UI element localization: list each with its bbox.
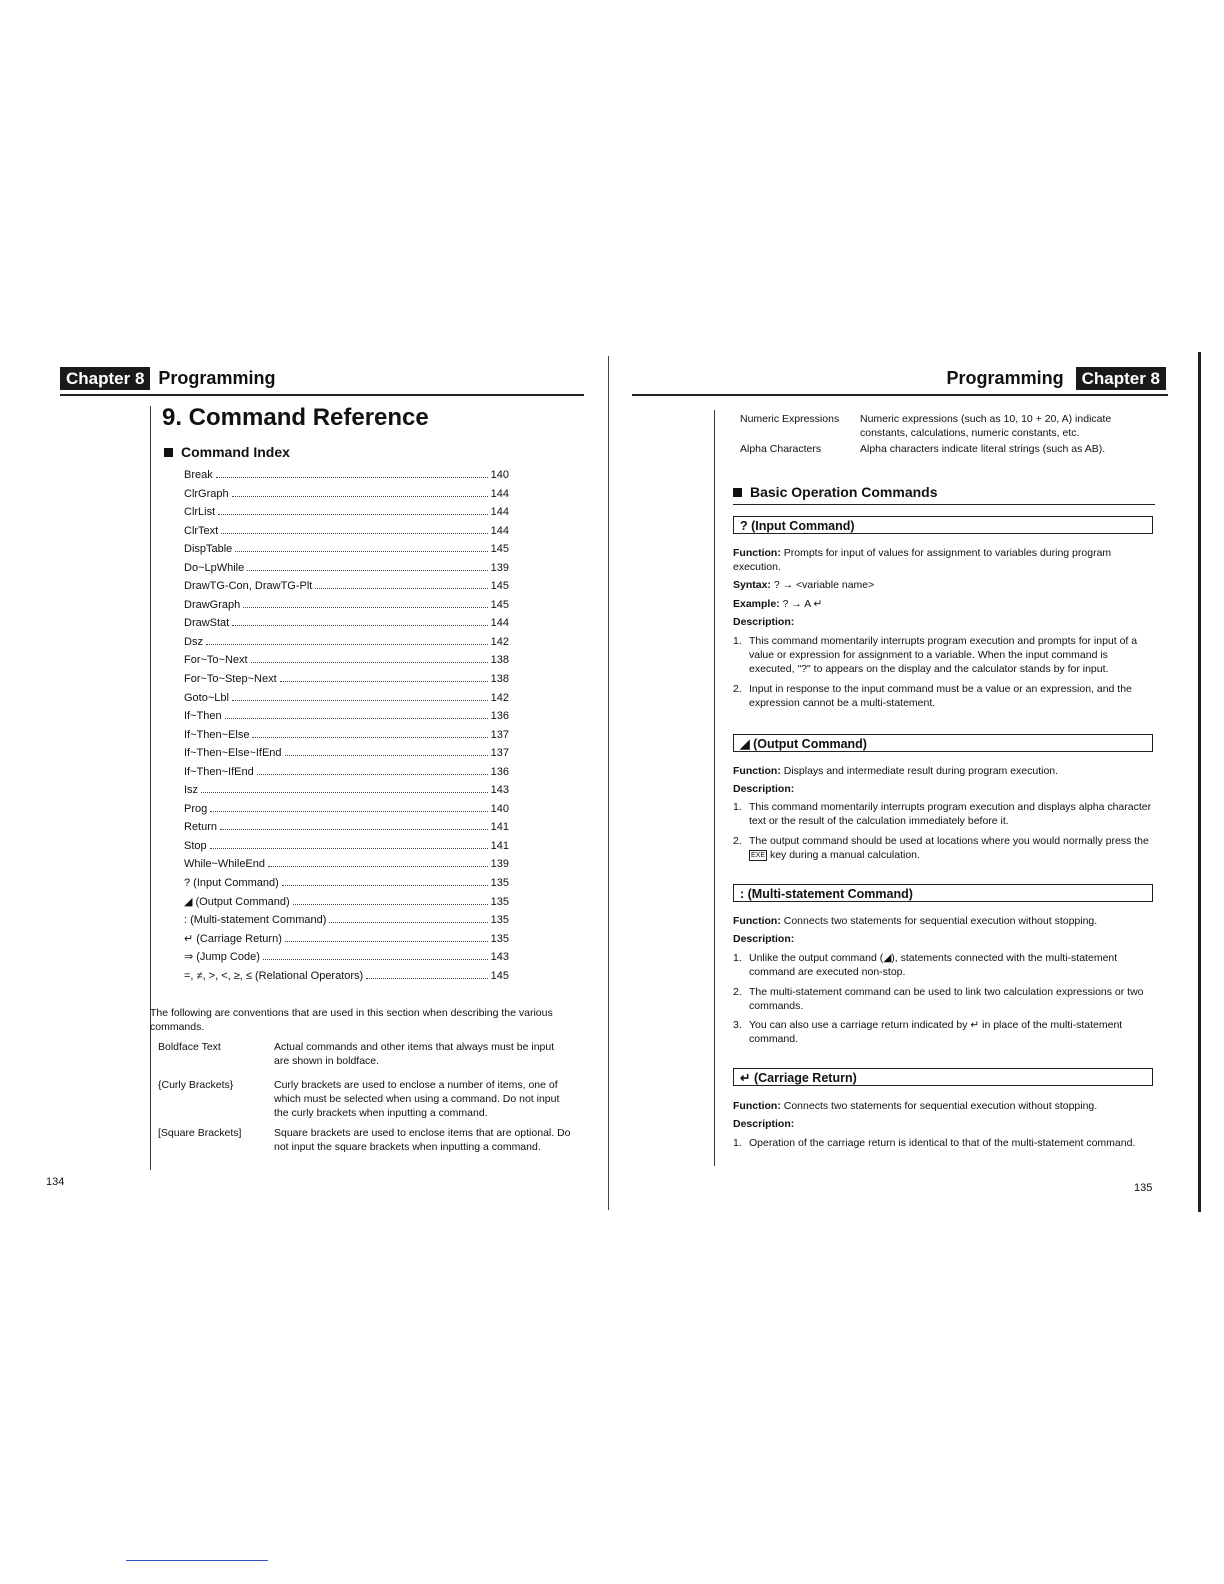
- convention-row: [740, 442, 1156, 456]
- input-command-box: ? (Input Command): [733, 516, 1153, 534]
- dot-leader: [293, 904, 488, 905]
- input-desc-item: [733, 634, 1155, 676]
- index-entry: [184, 800, 509, 819]
- output-function-text: Displays and intermediate result during program execution.: [783, 765, 1059, 777]
- item-text: You can also use a carriage return indicated by ↵ in place of the multi-statement command.: [749, 1019, 1123, 1045]
- convention-term: Boldface Text: [158, 1041, 221, 1053]
- square-bullet-icon: [733, 488, 742, 497]
- index-entry: [184, 818, 509, 837]
- dot-leader: [247, 570, 487, 571]
- convention-desc: Square brackets are used to enclose items that are optional. Do not input the square brackets when inputting a command.: [274, 1127, 571, 1153]
- index-entry-name: Prog: [184, 802, 208, 815]
- index-entry-page: 141: [490, 821, 509, 834]
- index-entry-page: 141: [490, 839, 509, 852]
- index-entry-name: For~To~Next: [184, 654, 248, 667]
- multi-desc-item: [733, 985, 1155, 1013]
- output-desc-item: [733, 800, 1155, 828]
- index-entry-page: 142: [490, 635, 509, 648]
- index-entry-name: Isz: [184, 784, 199, 797]
- dot-leader: [282, 885, 488, 886]
- index-entry-page: 135: [490, 877, 509, 890]
- multi-function-text: Connects two statements for sequential execution without stopping.: [783, 915, 1098, 927]
- index-entry: [184, 744, 509, 763]
- carriage-function: [733, 1099, 1155, 1113]
- index-entry-name: ClrGraph: [184, 487, 229, 500]
- example-label: Example:: [733, 598, 780, 610]
- index-entry-name: DrawStat: [184, 617, 230, 630]
- carriage-description-label: [733, 1117, 1155, 1131]
- basic-operation-heading: [733, 484, 938, 500]
- item-number: 1.: [733, 801, 742, 813]
- index-entry: [184, 930, 509, 949]
- index-entry-page: 138: [490, 673, 509, 686]
- input-syntax-text: ? → <variable name>: [773, 579, 875, 591]
- dot-leader: [221, 533, 487, 534]
- multi-statement-command-box: : (Multi-statement Command): [733, 884, 1153, 902]
- index-entry-name: For~To~Step~Next: [184, 673, 277, 686]
- dot-leader: [263, 959, 488, 960]
- index-entry-page: 144: [490, 506, 509, 519]
- command-index-list: [184, 466, 509, 985]
- index-entry-name: Dsz: [184, 635, 203, 648]
- index-entry: [184, 967, 509, 986]
- index-entry: [184, 633, 509, 652]
- output-command-box: ◢ (Output Command): [733, 734, 1153, 752]
- item-number: 3.: [733, 1019, 742, 1031]
- function-label: Function:: [733, 1100, 781, 1112]
- carriage-function-text: Connects two statements for sequential execution without stopping.: [783, 1100, 1098, 1112]
- input-example: [733, 597, 1155, 611]
- dot-leader: [366, 978, 487, 979]
- page-spine: [608, 356, 609, 1210]
- dot-leader: [216, 477, 488, 478]
- page-edge-shadow: [1198, 352, 1201, 1212]
- output-description-label: [733, 782, 1155, 796]
- dot-leader: [315, 588, 487, 589]
- item-text: This command momentarily interrupts program execution and prompts for input of a value or expression for assignment to a variable. When the input command is executed, "?" to appears on the display and the calculator stands by for input.: [749, 635, 1138, 675]
- index-entry-page: 145: [490, 543, 509, 556]
- index-entry-name: If~Then~IfEnd: [184, 765, 254, 778]
- index-entry-name: If~Then: [184, 710, 222, 723]
- input-desc-item: [733, 682, 1155, 710]
- basic-operation-heading-label: Basic Operation Commands: [750, 484, 938, 500]
- index-entry: [184, 503, 509, 522]
- index-entry-name: While~WhileEnd: [184, 858, 266, 871]
- item-number: 2.: [733, 986, 742, 998]
- dot-leader: [257, 774, 488, 775]
- output-function: [733, 764, 1155, 778]
- index-entry: [184, 726, 509, 745]
- item-number: 2.: [733, 835, 742, 847]
- item-number: 1.: [733, 1137, 742, 1149]
- right-page-header: [947, 366, 1166, 390]
- index-entry-name: If~Then~Else: [184, 728, 250, 741]
- index-entry: [184, 577, 509, 596]
- dot-leader: [243, 607, 487, 608]
- index-entry-page: 137: [490, 747, 509, 760]
- index-entry: [184, 911, 509, 930]
- multi-desc-item: [733, 951, 1155, 979]
- index-entry-page: 139: [490, 858, 509, 871]
- item-text: The multi-statement command can be used to link two calculation expressions or two commands.: [749, 986, 1144, 1012]
- index-entry-name: If~Then~Else~IfEnd: [184, 747, 282, 760]
- index-entry: [184, 485, 509, 504]
- convention-desc: Numeric expressions (such as 10, 10 + 20, A) indicate constants, calculations, numeric constants, etc.: [860, 413, 1112, 439]
- input-function: [733, 546, 1155, 574]
- dot-leader: [251, 662, 488, 663]
- conventions-intro: The following are conventions that are used in this section when describing the various commands.: [150, 1007, 553, 1033]
- header-title: Programming: [158, 367, 276, 388]
- convention-term: Alpha Characters: [740, 443, 822, 455]
- heading-rule: [733, 504, 1155, 505]
- index-entry: [184, 948, 509, 967]
- convention-row: [158, 1126, 572, 1154]
- syntax-label: Syntax:: [733, 579, 771, 591]
- index-entry: [184, 781, 509, 800]
- right-margin-bar: [714, 410, 715, 1166]
- function-label: Function:: [733, 765, 781, 777]
- input-example-text: ? → A ↵: [782, 598, 823, 610]
- multi-function: [733, 914, 1155, 928]
- index-entry-page: 145: [490, 969, 509, 982]
- dot-leader: [268, 866, 488, 867]
- convention-row: [158, 1040, 572, 1068]
- index-entry: [184, 893, 509, 912]
- index-entry-name: : (Multi-statement Command): [184, 914, 327, 927]
- dot-leader: [232, 625, 487, 626]
- dot-leader: [329, 922, 487, 923]
- convention-row: [158, 1078, 572, 1120]
- index-entry-name: Break: [184, 469, 213, 481]
- index-entry: [184, 689, 509, 708]
- index-entry-page: 135: [490, 895, 509, 908]
- header-rule: [60, 394, 584, 396]
- index-entry-page: 144: [490, 617, 509, 630]
- index-entry: [184, 670, 509, 689]
- item-text: key during a manual calculation.: [769, 849, 920, 861]
- index-entry-name: DispTable: [184, 543, 233, 556]
- dot-leader: [280, 681, 488, 682]
- footer-link-line: [126, 1560, 268, 1561]
- dot-leader: [210, 811, 487, 812]
- index-entry: [184, 763, 509, 782]
- item-number: 1.: [733, 952, 742, 964]
- input-function-text: Prompts for input of values for assignment to variables during program execution.: [733, 547, 1112, 573]
- dot-leader: [285, 941, 488, 942]
- index-entry: [184, 614, 509, 633]
- index-entry: [184, 855, 509, 874]
- item-text: This command momentarily interrupts program execution and displays alpha character text or the result of the calculation immediately before it.: [749, 801, 1152, 827]
- chapter-badge: Chapter 8: [60, 367, 150, 390]
- index-entry: [184, 540, 509, 559]
- section-margin-bar: [150, 406, 151, 1170]
- multi-desc-item: [733, 1018, 1155, 1046]
- input-description-label: [733, 615, 1155, 629]
- index-entry-page: 138: [490, 654, 509, 667]
- page-number: 135: [1134, 1182, 1153, 1194]
- index-entry-page: 137: [490, 728, 509, 741]
- index-entry-page: 140: [490, 802, 509, 815]
- item-number: 1.: [733, 635, 742, 647]
- index-entry-name: Return: [184, 821, 218, 834]
- item-text: Input in response to the input command must be a value or an expression, and the expression cannot be a multi-statement.: [749, 683, 1132, 709]
- index-entry-page: 145: [490, 598, 509, 611]
- description-label: Description:: [733, 783, 795, 795]
- index-entry-page: 135: [490, 932, 509, 945]
- index-entry: [184, 874, 509, 893]
- index-entry-name: ⇒ (Jump Code): [184, 951, 260, 964]
- index-entry-name: DrawTG-Con, DrawTG-Plt: [184, 580, 313, 593]
- index-entry-page: 145: [490, 580, 509, 593]
- item-text: Unlike the output command (◢), statements connected with the multi-statement command are executed non-stop.: [749, 952, 1118, 978]
- index-entry-name: ◢ (Output Command): [184, 895, 290, 908]
- index-entry-page: 136: [490, 765, 509, 778]
- index-entry-name: ClrList: [184, 506, 216, 519]
- index-entry: [184, 559, 509, 578]
- index-entry-page: 143: [490, 784, 509, 797]
- dot-leader: [201, 792, 488, 793]
- function-label: Function:: [733, 915, 781, 927]
- index-entry-name: Goto~Lbl: [184, 691, 229, 704]
- index-entry-name: Stop: [184, 839, 207, 852]
- index-entry: [184, 522, 509, 541]
- chapter-badge: Chapter 8: [1076, 367, 1166, 390]
- index-entry: [184, 466, 509, 485]
- index-entry: [184, 651, 509, 670]
- dot-leader: [220, 829, 488, 830]
- exe-key-icon: EXE: [751, 851, 766, 859]
- item-number: 2.: [733, 683, 742, 695]
- convention-desc: Alpha characters indicate literal strings (such as AB).: [860, 443, 1106, 455]
- item-text: Operation of the carriage return is identical to that of the multi-statement command.: [749, 1137, 1136, 1149]
- left-page-header: [60, 366, 275, 390]
- index-entry-page: 140: [490, 469, 509, 481]
- index-entry-page: 144: [490, 487, 509, 500]
- index-entry-page: 135: [490, 914, 509, 927]
- dot-leader: [285, 755, 488, 756]
- description-label: Description:: [733, 933, 795, 945]
- index-entry: [184, 707, 509, 726]
- dot-leader: [225, 718, 488, 719]
- index-entry-page: 144: [490, 524, 509, 537]
- dot-leader: [232, 700, 488, 701]
- dot-leader: [218, 514, 487, 515]
- section-title: 9. Command Reference: [162, 404, 429, 431]
- description-label: Description:: [733, 1118, 795, 1130]
- index-entry-name: ↵ (Carriage Return): [184, 932, 282, 945]
- index-heading: [164, 444, 290, 460]
- item-text: The output command should be used at locations where you would normally press the: [749, 835, 1149, 847]
- description-label: Description:: [733, 616, 795, 628]
- convention-row: [740, 412, 1156, 440]
- index-entry-name: ? (Input Command): [184, 877, 279, 890]
- output-desc-item: [733, 834, 1155, 862]
- dot-leader: [252, 737, 487, 738]
- header-rule: [632, 394, 1168, 396]
- square-bullet-icon: [164, 448, 173, 457]
- carriage-desc-item: [733, 1136, 1155, 1150]
- index-entry-name: ClrText: [184, 524, 219, 537]
- convention-desc: Curly brackets are used to enclose a number of items, one of which must be selected when using a command. Do not input the curly brackets when inputting a command.: [274, 1079, 560, 1119]
- function-label: Function:: [733, 547, 781, 559]
- convention-term: Numeric Expressions: [740, 413, 840, 425]
- input-syntax: [733, 578, 1155, 592]
- convention-desc: Actual commands and other items that always must be input are shown in boldface.: [274, 1041, 555, 1067]
- index-entry-name: Do~LpWhile: [184, 561, 245, 574]
- index-entry: [184, 596, 509, 615]
- dot-leader: [232, 496, 488, 497]
- dot-leader: [235, 551, 487, 552]
- index-entry-name: =, ≠, >, <, ≥, ≤ (Relational Operators): [184, 969, 364, 982]
- dot-leader: [206, 644, 488, 645]
- index-entry-name: DrawGraph: [184, 598, 241, 611]
- index-entry-page: 139: [490, 561, 509, 574]
- index-entry-page: 142: [490, 691, 509, 704]
- convention-term: [Square Brackets]: [158, 1127, 242, 1139]
- header-title: Programming: [946, 367, 1064, 388]
- carriage-return-command-box: ↵ (Carriage Return): [733, 1068, 1153, 1086]
- index-entry-page: 136: [490, 710, 509, 723]
- index-heading-label: Command Index: [181, 444, 290, 460]
- multi-description-label: [733, 932, 1155, 946]
- convention-term: {Curly Brackets}: [158, 1079, 234, 1091]
- index-entry-page: 143: [490, 951, 509, 964]
- page-number: 134: [46, 1176, 65, 1188]
- index-entry: [184, 837, 509, 856]
- dot-leader: [210, 848, 488, 849]
